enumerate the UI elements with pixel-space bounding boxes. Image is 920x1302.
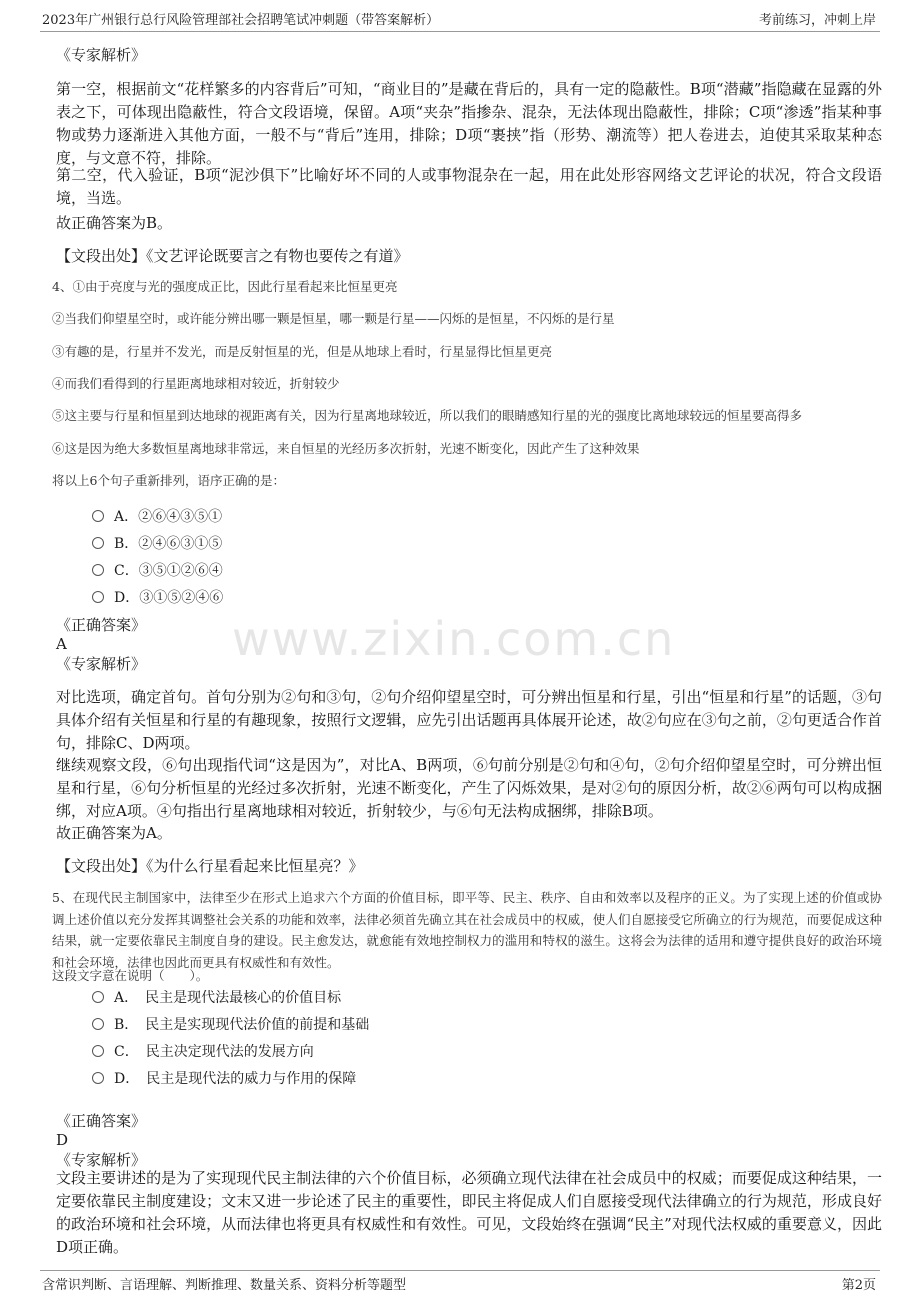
radio-icon[interactable] — [92, 537, 104, 549]
radio-icon[interactable] — [92, 591, 104, 603]
q4-option-a[interactable]: A．②⑥④③⑤① — [92, 506, 222, 526]
q5-analysis: 文段主要讲述的是为了实现现代民主制法律的六个价值目标，必须确立现代法律在社会成员中的权威；而要促成这种结果，一定要依靠民主制度建设；文末又进一步论述了民主的重要性，即民主将促成人们自愿接受现代法律确立的行为规范，形成良好的政治环境和社会环境，从而法律也将更具有权威性和有效性。可见，文段始终在强调“民主”对现代法权威的重要意义，因此D项正确。 — [56, 1169, 882, 1256]
q4-analysis-label: 《专家解析》 — [56, 655, 147, 673]
radio-icon[interactable] — [92, 564, 104, 576]
q4-conclusion: 故正确答案为A。 — [56, 824, 172, 842]
q3-analysis-label: 《专家解析》 — [56, 46, 147, 64]
header-slogan: 考前练习，冲刺上岸 — [758, 13, 876, 28]
watermark: www.zixin.com.cn — [232, 612, 676, 666]
q4-option-c[interactable]: C．③⑤①②⑥④ — [92, 560, 223, 580]
q4-answer-label: 《正确答案》 — [56, 616, 147, 634]
q4-prompt: 将以上6个句子重新排列，语序正确的是： — [52, 473, 285, 488]
q4-sentence-5: ⑤这主要与行星和恒星到达地球的视距离有关，因为行星离地球较近，所以我们的眼睛感知行星的光的强度比离地球较远的恒星要高得多 — [52, 408, 803, 423]
q4-sentence-6: ⑥这是因为绝大多数恒星离地球非常远，来自恒星的光经历多次折射，光速不断变化，因此产生了这种效果 — [52, 441, 640, 456]
q4-option-b[interactable]: B．②④⑥③①⑤ — [92, 533, 222, 553]
q3-conclusion: 故正确答案为B。 — [56, 214, 173, 232]
q5-stem: 5、在现代民主制国家中，法律至少在形式上追求六个方面的价值目标，即平等、民主、秩序、自由和效率以及程序的正义。为了实现上述的价值或协调上述价值以充分发挥其调整社会关系的功能和效率，法律必须首先确立其在社会成员中的权威，使人们自愿接受它所确立的行为规范，而要促成这种结果，就一定要依靠民主制度自身的建设。民主愈发达，就愈能有效地控制权力的滥用和特权的滋生。这将会为法律的适用和遵守提供良好的政治环境和社会环境，法律也因此而更具有权威性和有效性。 — [52, 890, 882, 970]
q3-analysis-p2: 第二空，代入验证，B项“泥沙俱下”比喻好坏不同的人或事物混杂在一起，用在此处形容网络文艺评论的状况，符合文段语境，当选。 — [56, 166, 882, 207]
q5-option-b[interactable]: B． 民主是实现现代法价值的前提和基础 — [92, 1014, 369, 1034]
q3-source: 【文段出处】《文艺评论既要言之有物也要传之有道》 — [56, 247, 409, 265]
radio-icon[interactable] — [92, 1045, 104, 1057]
footer-topics: 含常识判断、言语理解、判断推理、数量关系、资料分析等题型 — [42, 1278, 407, 1293]
q4-sentence-4: ④而我们看得到的行星距离地球相对较近，折射较少 — [52, 376, 340, 391]
q5-answer-label: 《正确答案》 — [56, 1112, 147, 1130]
page-header — [0, 0, 920, 32]
q4-answer: A — [56, 635, 67, 653]
header-divider — [40, 31, 880, 32]
q4-sentence-1: 4、①由于亮度与光的强度成正比，因此行星看起来比恒星更亮 — [52, 279, 398, 294]
q4-sentence-2: ②当我们仰望星空时，或许能分辨出哪一颗是恒星，哪一颗是行星——闪烁的是恒星，不闪烁的是行星 — [52, 311, 615, 326]
q4-source: 【文段出处】《为什么行星看起来比恒星亮？》 — [56, 857, 364, 875]
radio-icon[interactable] — [92, 1018, 104, 1030]
footer-divider — [40, 1270, 880, 1271]
q4-analysis-p2: 继续观察文段，⑥句出现指代词“这是因为”，对比A、B两项，⑥句前分别是②句和④句，②句介绍仰望星空时，可分辨出恒星和行星，⑥句分析恒星的光经过多次折射，光速不断变化，产生了闪烁效果，是对②句的原因分析，故②⑥两句可以构成捆绑，对应A项。④句指出行星离地球相对较近，折射较少，与⑥句无法构成捆绑，排除B项。 — [56, 756, 882, 820]
q4-option-d[interactable]: D．③①⑤②④⑥ — [92, 587, 223, 607]
radio-icon[interactable] — [92, 1072, 104, 1084]
q5-prompt: 这段文字意在说明（ ）。 — [52, 968, 209, 983]
q3-analysis-p1: 第一空，根据前文“花样繁多的内容背后”可知，“商业目的”是藏在背后的，具有一定的隐蔽性。B项“潜藏”指隐藏在显露的外表之下，可体现出隐蔽性，符合文段语境，保留。A项“夹杂”指掺杂、混杂，无法体现出隐蔽性，排除；C项“渗透”指某种事物或势力逐渐进入其他方面，一般不与“背后”连用，排除；D项“裹挟”指（形势、潮流等）把人卷进去，迫使其采取某种态度，与文意不符，排除。 — [56, 80, 882, 167]
q4-sentence-3: ③有趣的是，行星并不发光，而是反射恒星的光，但是从地球上看时，行星显得比恒星更亮 — [52, 344, 553, 359]
q5-analysis-label: 《专家解析》 — [56, 1151, 147, 1169]
q4-analysis-p1: 对比选项，确定首句。首句分别为②句和③句，②句介绍仰望星空时，可分辨出恒星和行星，引出“恒星和行星”的话题，③句具体介绍有关恒星和行星的有趣现象，按照行文逻辑，应先引出话题再具体展开论述，故②句应在③句之前，②句更适合作首句，排除C、D两项。 — [56, 688, 882, 752]
q5-option-c[interactable]: C． 民主决定现代法的发展方向 — [92, 1041, 314, 1061]
q5-option-d[interactable]: D． 民主是现代法的威力与作用的保障 — [92, 1068, 356, 1088]
radio-icon[interactable] — [92, 510, 104, 522]
page-number: 第2页 — [841, 1278, 876, 1293]
radio-icon[interactable] — [92, 991, 104, 1003]
q5-option-a[interactable]: A． 民主是现代法最核心的价值目标 — [92, 987, 341, 1007]
q5-answer: D — [56, 1131, 69, 1149]
header-title: 2023年广州银行总行风险管理部社会招聘笔试冲刺题（带答案解析） — [42, 13, 440, 28]
